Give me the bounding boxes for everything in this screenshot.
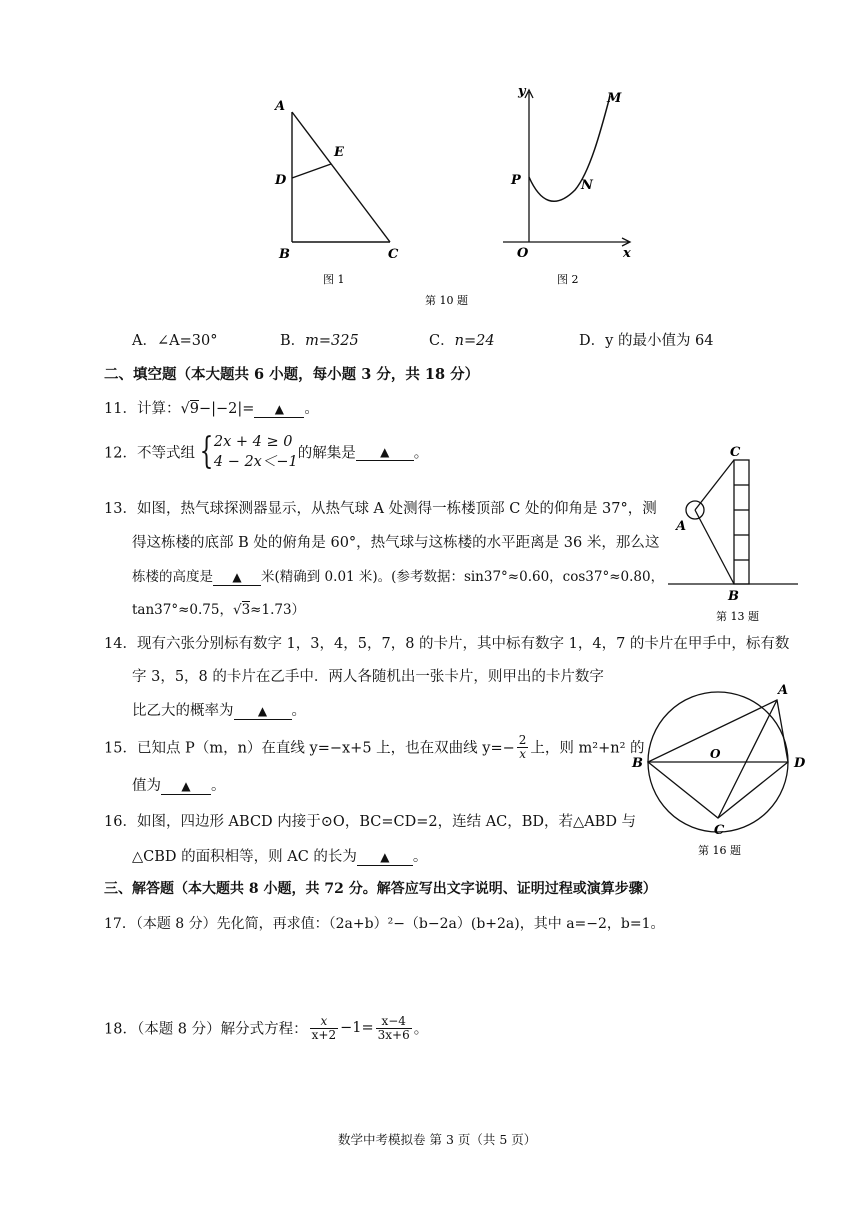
option-a: A．∠A=30° bbox=[132, 333, 218, 349]
fig2-caption: 图 2 bbox=[557, 273, 579, 286]
fraction-left: $\frac{x}{x+2}$ bbox=[311, 1014, 337, 1042]
question-11: 11．计算：√9−|−2|= ▲ 。 bbox=[104, 401, 319, 417]
fig16-caption: 第 16 题 bbox=[698, 844, 741, 857]
fig2-label-m: M bbox=[607, 91, 622, 106]
fig13-caption: 第 13 题 bbox=[716, 610, 759, 623]
fig2-label-n: N bbox=[581, 178, 593, 193]
section-3-title: 三、解答题（本大题共 8 小题，共 72 分。解答应写出文字说明、证明过程或演算步骤） bbox=[104, 881, 657, 897]
answer-blank[interactable]: ▲ bbox=[357, 849, 413, 866]
option-c: C．n=24 bbox=[429, 333, 495, 349]
fig1-label-a: A bbox=[275, 99, 286, 114]
fig13-label-a: A bbox=[676, 519, 687, 534]
figure-1-triangle bbox=[292, 112, 390, 242]
fig2-label-p: P bbox=[511, 173, 521, 188]
sqrt-symbol: √3 bbox=[232, 602, 251, 618]
figure-2-graph bbox=[503, 90, 630, 246]
fig16-label-o: O bbox=[710, 747, 721, 761]
fig1-label-e: E bbox=[334, 145, 344, 160]
figure-16 bbox=[630, 676, 820, 861]
sqrt-symbol: √9 bbox=[180, 401, 199, 417]
brace-symbol: { bbox=[199, 431, 214, 472]
figure-10 bbox=[255, 80, 655, 315]
fig1-caption: 图 1 bbox=[323, 273, 345, 286]
answer-blank[interactable]: ▲ bbox=[254, 401, 304, 418]
fig16-label-b: B bbox=[632, 756, 643, 771]
fig1-label-c: C bbox=[388, 247, 399, 262]
fig13-label-c: C bbox=[730, 445, 741, 460]
figure-13 bbox=[668, 440, 808, 625]
option-b: B．m=325 bbox=[280, 333, 359, 349]
answer-blank[interactable]: ▲ bbox=[161, 778, 211, 795]
question-12: 12．不等式组 { 2x + 4 ≥ 0 4 − 2x＜−1 的解集是 ▲ 。 bbox=[104, 431, 429, 472]
fig2-label-y: y bbox=[518, 84, 526, 99]
fig2-label-o: O bbox=[517, 246, 529, 261]
option-d: D．y 的最小值为 64 bbox=[579, 333, 714, 349]
fig16-label-c: C bbox=[714, 823, 725, 838]
answer-blank[interactable]: ▲ bbox=[213, 569, 261, 586]
fig16-label-a: A bbox=[778, 683, 789, 698]
answer-blank[interactable]: ▲ bbox=[234, 703, 292, 720]
fig10-caption: 第 10 题 bbox=[425, 294, 468, 307]
section-2-title: 二、填空题（本大题共 6 小题，每小题 3 分，共 18 分） bbox=[104, 366, 480, 383]
fig1-label-b: B bbox=[279, 247, 290, 262]
fig13-label-b: B bbox=[728, 589, 739, 604]
page-footer: 数学中考模拟卷 第 3 页（共 5 页） bbox=[338, 1132, 537, 1147]
answer-blank[interactable]: ▲ bbox=[356, 444, 414, 461]
fraction-right: $\frac{x-4}{3x+6}$ bbox=[377, 1014, 410, 1042]
fig2-label-x: x bbox=[623, 246, 631, 261]
question-18: 18．（本题 8 分）解分式方程： $\frac{x}{x+2}$ −1= $\frac{x-4}{3x+6}$ 。 bbox=[104, 1014, 429, 1042]
question-17: 17．（本题 8 分）先化简，再求值：（2a+b）²−（b−2a）(b+2a)，其中 a=−2，b=1。 bbox=[104, 916, 665, 932]
inequality-system: 2x + 4 ≥ 0 4 − 2x＜−1 bbox=[213, 434, 298, 470]
fig16-label-d: D bbox=[794, 756, 806, 771]
fraction: $\frac{2}{x}$ bbox=[518, 733, 527, 761]
fig1-label-d: D bbox=[275, 173, 287, 188]
